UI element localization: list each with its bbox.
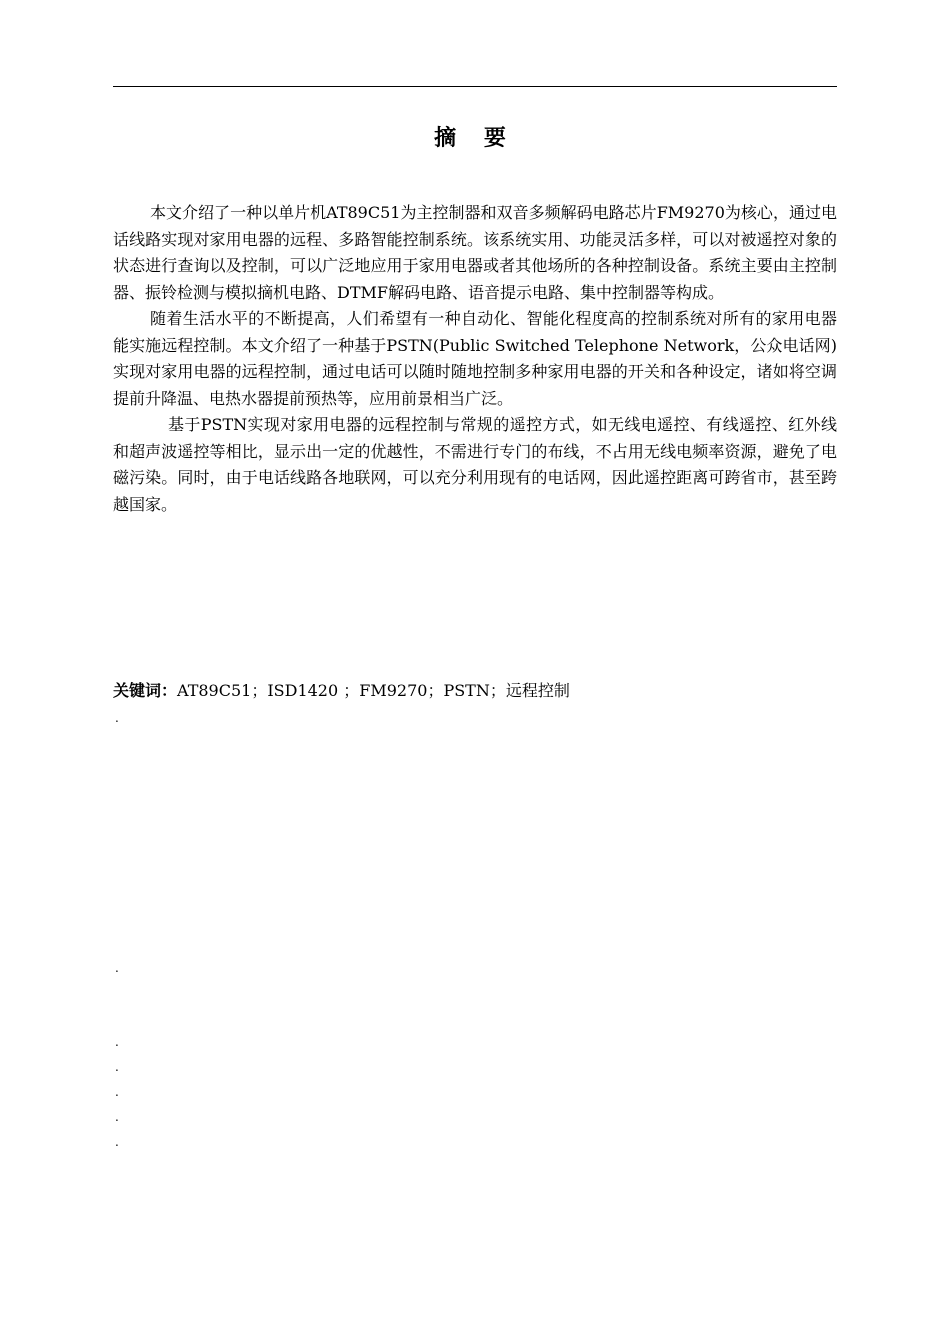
abstract-paragraph-3: 基于PSTN实现对家用电器的远程控制与常规的遥控方式，如无线电遥控、有线遥控、红外线和超声波遥控等相比，显示出一定的优越性，不需进行专门的布线，不占用无线电频率资源，避免了电磁污染。同时，由于电话线路各地联网，可以充分利用现有的电话网，因此遥控距离可跨省市，甚至跨越国家。 (113, 415, 837, 514)
stray-dot: . (115, 1135, 119, 1149)
page-title: 摘 要 (434, 126, 516, 151)
keywords-value: AT89C51；ISD1420 ；FM9270；PSTN；远程控制 (177, 681, 570, 700)
keywords-label: 关键词： (113, 681, 178, 700)
abstract-body (113, 200, 837, 518)
stray-dot: . (115, 711, 119, 725)
stray-dot: . (115, 1085, 119, 1099)
stray-dot: . (115, 961, 119, 975)
stray-dot: . (115, 1110, 119, 1124)
abstract-paragraph-2: 随着生活水平的不断提高，人们希望有一种自动化、智能化程度高的控制系统对所有的家用电器能实施远程控制。本文介绍了一种基于PSTN(Public Switched Telephone Network，公众电话网)实现对家用电器的远程控制，通过电话可以随时随地控制多种家用电器的开关和各种设定，诸如将空调提前升降温、电热水器提前预热等，应用前景相当广泛。 (113, 309, 837, 408)
stray-dot: . (115, 1060, 119, 1074)
abstract-paragraph-1: 本文介绍了一种以单片机AT89C51为主控制器和双音多频解码电路芯片FM9270为核心，通过电话线路实现对家用电器的远程、多路智能控制系统。该系统实用、功能灵活多样，可以对被遥控对象的状态进行查询以及控制，可以广泛地应用于家用电器或者其他场所的各种控制设备。系统主要由主控制器、振铃检测与模拟摘机电路、DTMF解码电路、语音提示电路、集中控制器等构成。 (113, 203, 837, 302)
keywords-line (113, 678, 837, 704)
header-rule (113, 86, 837, 87)
stray-dot: . (115, 1035, 119, 1049)
